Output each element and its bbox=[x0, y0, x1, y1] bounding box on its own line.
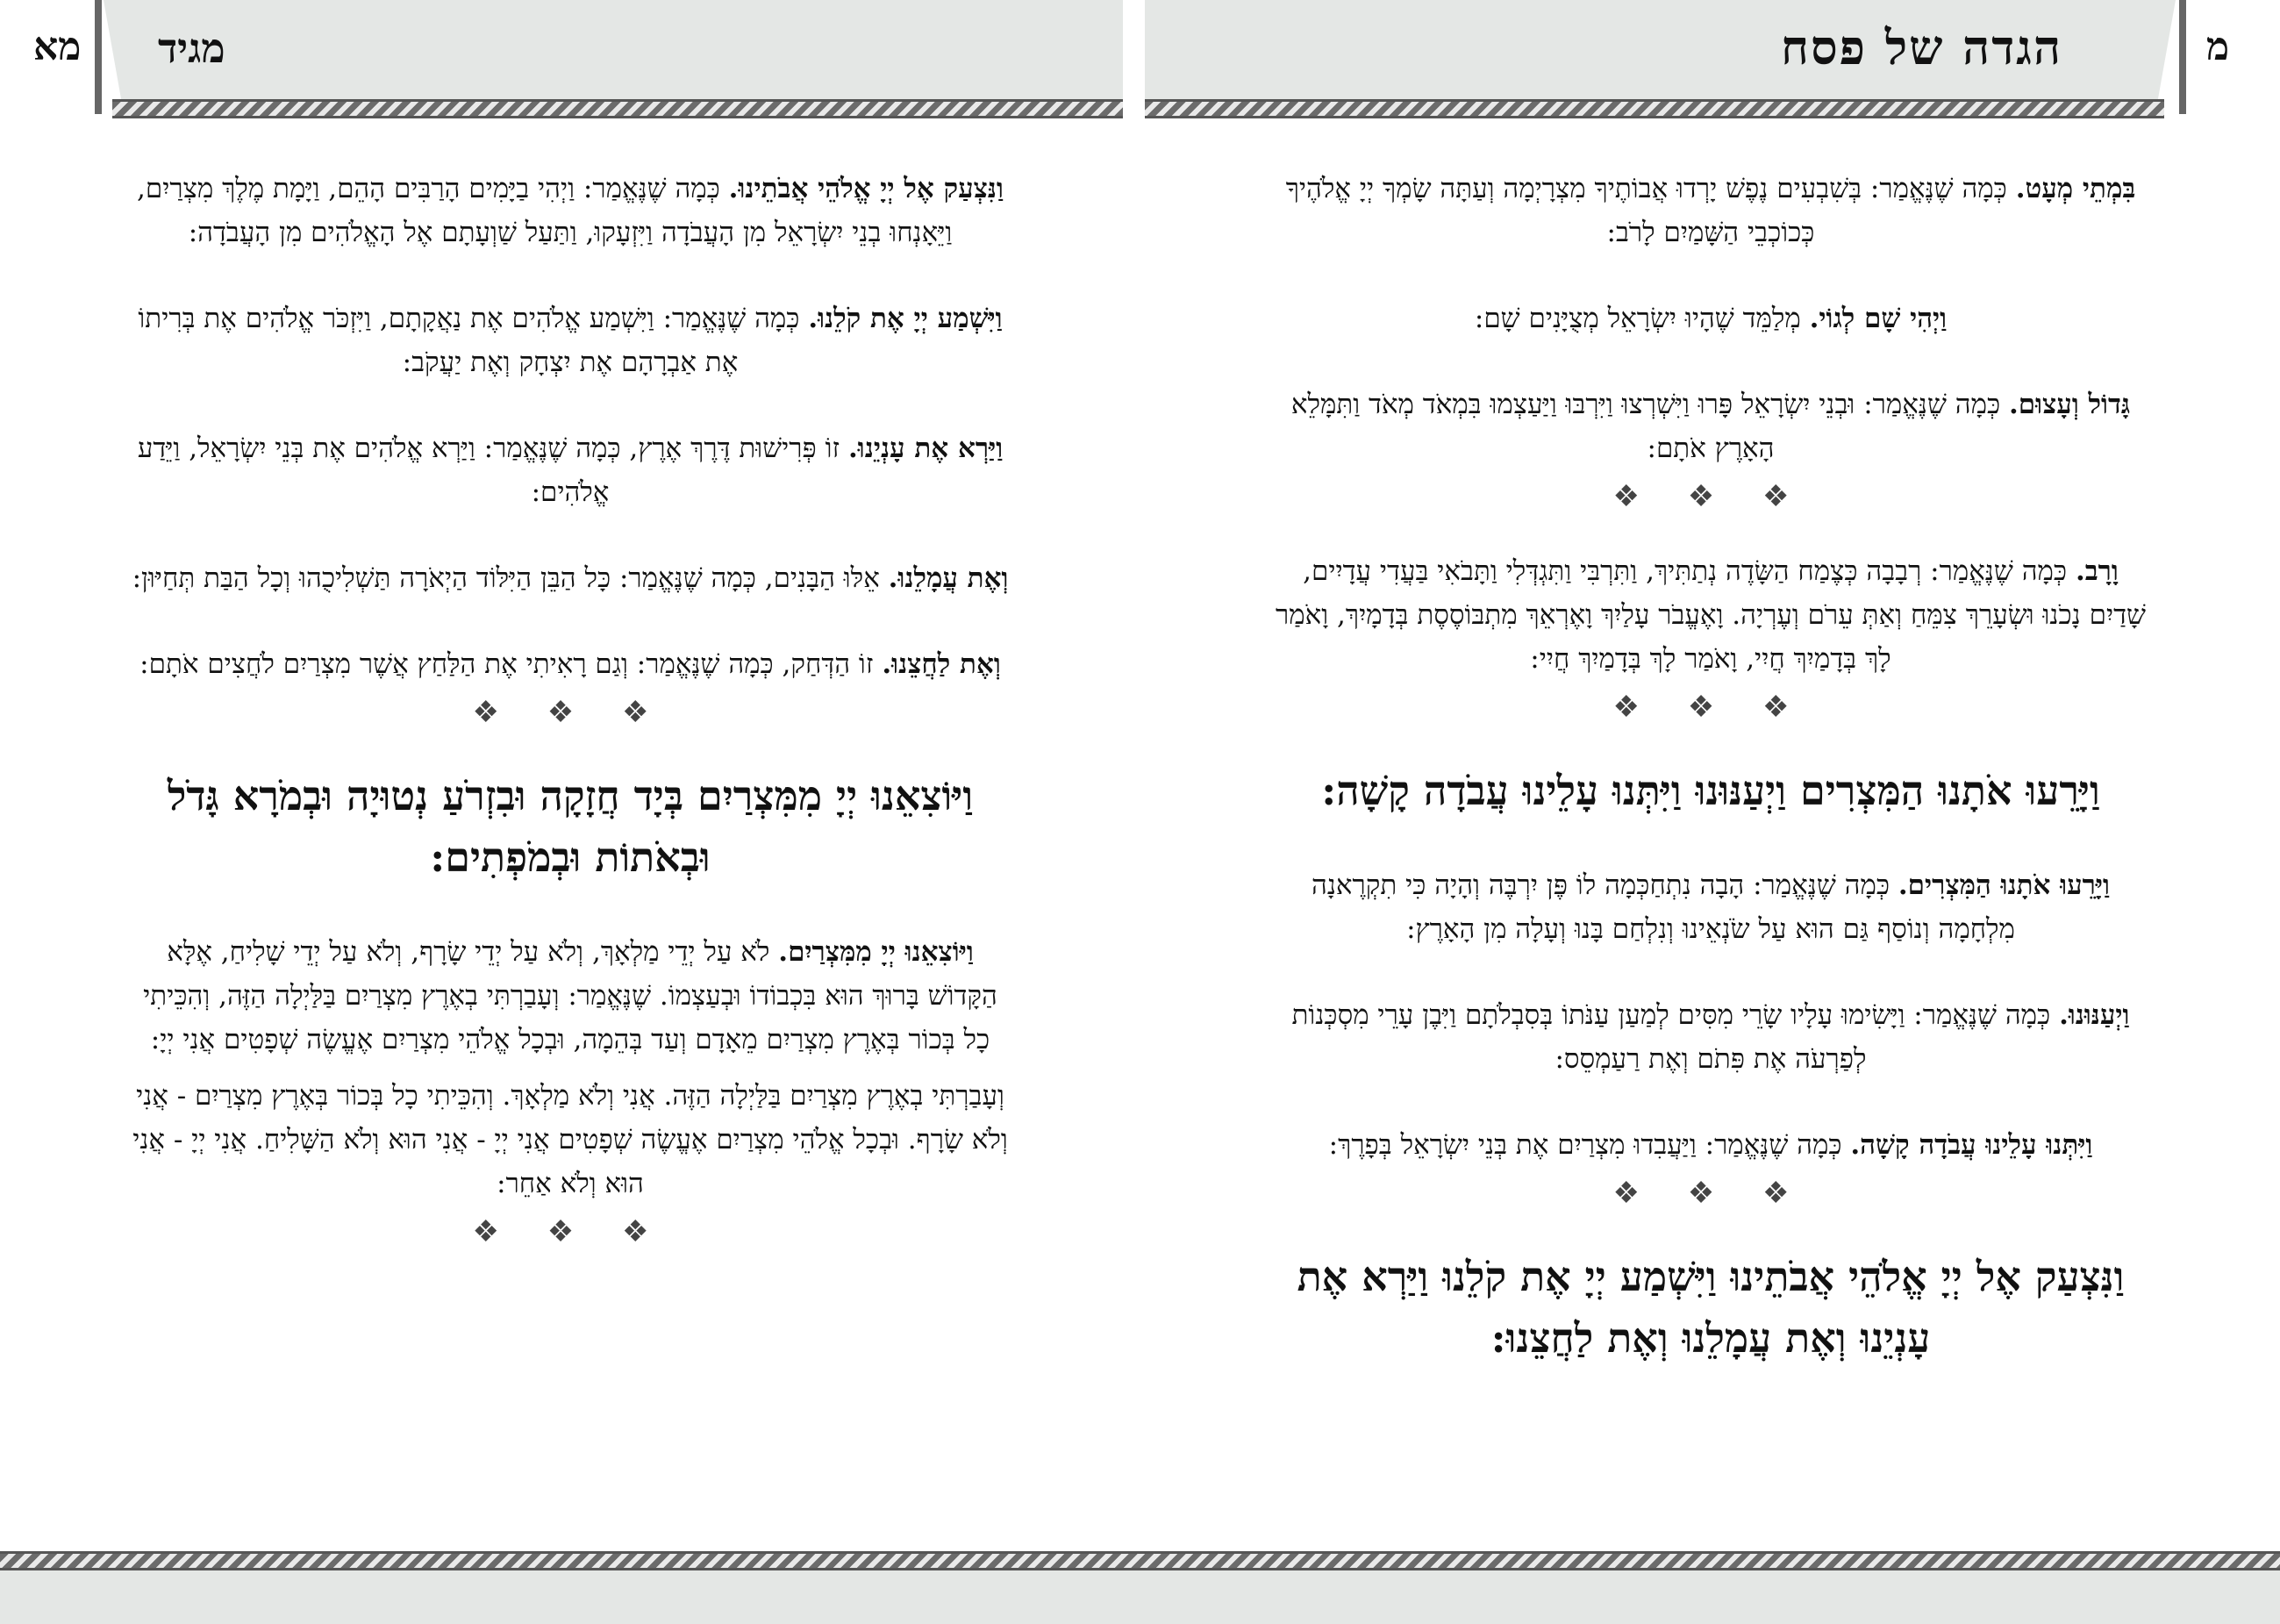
left-paragraph-7 bbox=[132, 1074, 1009, 1205]
paragraph-text: מְלַמֵּד שֶׁהָיוּ יִשְׂרָאֵל מְצֻיָּנִים שָׁם: bbox=[1474, 303, 1801, 334]
left-page-title: מגיד bbox=[158, 25, 225, 72]
paragraph-lead: וַיְהִי שָׁם לְגוֹי. bbox=[1809, 303, 1948, 334]
paragraph-lead: וַיְעַנּוּנוּ. bbox=[2059, 999, 2130, 1031]
paragraph-lead: וְאֶת עֲמָלֵנוּ. bbox=[888, 562, 1009, 594]
right-section-heading-2: וַנִּצְעַק אֶל יְיָ אֱלֹהֵי אֲבֹתֵינוּ וַיִּשְׁמַע יְיָ אֶת קֹלֵנוּ וַיַּרְא אֶת עָנְיֵנוּ וְאֶת עֲמָלֵנוּ וְאֶת לַחֲצֵנוּ: bbox=[1297, 1253, 2125, 1362]
ornament-divider-icon: ❖ ❖ ❖ bbox=[1612, 690, 1809, 725]
paragraph-text: זוֹ פְּרִישׁוּת דֶּרֶךְ אֶרֶץ, כְּמָה שֶׁנֶּאֱמַר: וַיַּרְא אֱלֹהִים אֶת בְּנֵי יִשְׂרָאֵל, וַיֵּדַע אֱלֹהִים: bbox=[137, 433, 840, 508]
right-paragraph-7 bbox=[1272, 1123, 2149, 1167]
left-column bbox=[132, 167, 1009, 1284]
right-paragraph-1 bbox=[1272, 167, 2149, 254]
left-paragraph-3 bbox=[132, 426, 1009, 514]
paragraph-lead: וַיָּרֵעוּ אֹתָנוּ הַמִּצְרִים. bbox=[1898, 869, 2110, 901]
paragraph-lead: וָרָב. bbox=[2075, 555, 2119, 587]
paragraph-lead: וַנִּצְעַק אֶל יְיָ אֱלֹהֵי אֲבֹתֵינוּ. bbox=[728, 173, 1004, 204]
right-banner-edge bbox=[2179, 0, 2186, 114]
footer-fill bbox=[0, 1570, 2280, 1624]
paragraph-text: כְּמָה שֶׁנֶּאֱמַר: וַיַּעֲבִדוּ מִצְרַיִם אֶת בְּנֵי יִשְׂרָאֵל בְּפָרֶךְ: bbox=[1328, 1129, 1842, 1161]
right-paragraph-5 bbox=[1272, 863, 2149, 951]
left-paragraph-5 bbox=[132, 642, 1009, 686]
left-paragraph-1 bbox=[132, 167, 1009, 254]
ornament-divider-icon: ❖ ❖ ❖ bbox=[1612, 1176, 1809, 1211]
paragraph-text: וְעָבַרְתִּי בְאֶרֶץ מִצְרַיִם בַּלַּיְלָה הַזֶּה. אֲנִי וְלֹא מַלְאָךְ. וְהִכֵּיתִי כָל בְּכוֹר בְּאֶרֶץ מִצְרַיִם - אֲנִי וְלֹא שָׂרָף. וּבְכָל אֱלֹהֵי מִצְרַיִם אֶעֱשֶׂה שְׁפָטִים אֲנִי יְיָ - אֲנִי הוּא וְלֹא הַשָּׁלִיחַ. אֲנִי יְיָ - אֲנִי הוּא וְלֹא אַחֵר: bbox=[132, 1080, 1008, 1199]
paragraph-lead: גָּדוֹל וְעָצוּם. bbox=[2008, 389, 2131, 420]
left-section-heading: וַיּוֹצִאֵנוּ יְיָ מִמִּצְרַיִם בְּיָד חֲזָקָה וּבִזְרֹעַ נְטוּיָה וּבְמֹרָא גָּדֹל וּבְאֹתוֹת וּבְמֹפְתִים: bbox=[167, 772, 974, 881]
right-paragraph-4 bbox=[1272, 549, 2149, 681]
left-header-band bbox=[112, 99, 1123, 118]
left-page-number: מא bbox=[33, 25, 82, 69]
paragraph-lead: וַיַּרְא אֶת עָנְיֵנוּ. bbox=[848, 433, 1004, 464]
left-paragraph-4 bbox=[132, 556, 1009, 600]
paragraph-lead: וַיּוֹצִאֵנוּ יְיָ מִמִּצְרַיִם. bbox=[778, 936, 974, 968]
paragraph-text: כְּמָה שֶׁנֶּאֱמַר: רְבָבָה כְּצֶמַח הַשָּׂדֶה נְתַתִּיךְ, וַתִּרְבִּי וַתִּגְדְּלִי וַתָּבֹאִי בַּעֲדִי עֲדָיִים, שָׁדַיִם נָכֹנוּ וּשְׂעָרֵךְ צִמֵּחַ וְאַתְּ עֵרֹם וְעֶרְיָה. וָאֶעֱבֹר עָלַיִךְ וָאֶרְאֵךְ מִתְבּוֹסֶסֶת בְּדָמָיִךְ, וָאֹמַר לָךְ בְּדָמַיִךְ חֲיִי, וָאֹמַר לָךְ בְּדָמַיִךְ חֲיִי: bbox=[1276, 555, 2146, 675]
paragraph-lead: וְאֶת לַחֲצֵנוּ. bbox=[882, 648, 1001, 680]
paragraph-text: כְּמָה שֶׁנֶּאֱמַר: בְּשִׁבְעִים נֶפֶשׁ יָרְדוּ אֲבוֹתֶיךָ מִצְרָיְמָה וְעַתָּה שָׂמְךָ יְיָ אֱלֹהֶיךָ כְּכוֹכְבֵי הַשָּׁמַיִם לָרֹב: bbox=[1285, 173, 2007, 248]
ornament-divider-icon: ❖ ❖ ❖ bbox=[472, 695, 668, 730]
paragraph-lead: וַיִּתְּנוּ עָלֵינוּ עֲבֹדָה קָשָׁה. bbox=[1850, 1129, 2093, 1161]
right-paragraph-3 bbox=[1272, 383, 2149, 470]
left-banner-edge bbox=[95, 0, 102, 114]
paragraph-text: כְּמָה שֶׁנֶּאֱמַר: וַיָּשִׂימוּ עָלָיו שָׂרֵי מִסִּים לְמַעַן עַנֹּתוֹ בְּסִבְלֹתָם וַיִּבֶן עָרֵי מִסְכְּנוֹת לְפַרְעֹה אֶת פִּתֹם וְאֶת רַעַמְסֵס: bbox=[1291, 999, 2051, 1075]
paragraph-text: כְּמָה שֶׁנֶּאֱמַר: וַיִּשְׁמַע אֱלֹהִים אֶת נַאֲקָתָם, וַיִּזְכֹּר אֱלֹהִים אֶת בְּרִיתוֹ אֶת אַבְרָהָם אֶת יִצְחָק וְאֶת יַעֲקֹב: bbox=[138, 303, 800, 378]
footer-band bbox=[0, 1551, 2280, 1570]
left-paragraph-2 bbox=[132, 297, 1009, 384]
paragraph-text: אֵלּוּ הַבָּנִים, כְּמָה שֶׁנֶּאֱמַר: כָּל הַבֵּן הַיִּלּוֹד הַיְאֹרָה תַּשְׁלִיכֻהוּ וְכָל הַבַּת תְּחַיּוּן: bbox=[132, 562, 880, 594]
ornament-divider-icon: ❖ ❖ ❖ bbox=[1612, 479, 1809, 514]
paragraph-text: כְּמָה שֶׁנֶּאֱמַר: הָבָה נִתְחַכְּמָה לוֹ פֶּן יִרְבֶּה וְהָיָה כִּי תִקְרֶאנָה מִלְחָמָה וְנוֹסַף גַּם הוּא עַל שֹׂנְאֵינוּ וְנִלְחַם בָּנוּ וְעָלָה מִן הָאָרֶץ: bbox=[1312, 869, 2015, 945]
right-page-number: מ bbox=[2206, 25, 2230, 69]
right-column bbox=[1272, 167, 2149, 1411]
paragraph-text: כְּמָה שֶׁנֶּאֱמַר: וּבְנֵי יִשְׂרָאֵל פָּרוּ וַיִּשְׁרְצוּ וַיִּרְבּוּ וַיַּעַצְמוּ בִּמְאֹד מְאֹד וַתִּמָּלֵא הָאָרֶץ אֹתָם: bbox=[1290, 389, 2001, 464]
paragraph-text: כְּמָה שֶׁנֶּאֱמַר: וַיְהִי בַיָּמִים הָרַבִּים הָהֵם, וַיָּמָת מֶלֶךְ מִצְרַיִם, וַיֵּאָנְחוּ בְנֵי יִשְׂרָאֵל מִן הָעֲבֹדָה וַיִּזְעָקוּ, וַתַּעַל שַׁוְעָתָם אֶל הָאֱלֹהִים מִן הָעֲבֹדָה: bbox=[137, 173, 953, 248]
paragraph-lead: בִּמְתֵי מְעָט. bbox=[2015, 173, 2136, 204]
right-paragraph-2 bbox=[1272, 297, 2149, 340]
left-paragraph-6 bbox=[132, 930, 1009, 1062]
right-header-band bbox=[1145, 99, 2164, 118]
paragraph-text: זוֹ הַדְּחַק, כְּמָה שֶׁנֶּאֱמַר: וְגַם רָאִיתִי אֶת הַלַּחַץ אֲשֶׁר מִצְרַיִם לֹחֲצִים אֹתָם: bbox=[139, 648, 874, 680]
right-page-title: הגדה של פסח bbox=[1781, 19, 2063, 75]
paragraph-text: לֹא עַל יְדֵי מַלְאָךְ, וְלֹא עַל יְדֵי שָׂרָף, וְלֹא עַל יְדֵי שָׁלִיחַ, אֶלָּא הַקָּדוֹשׁ בָּרוּךְ הוּא בִּכְבוֹדוֹ וּבְעַצְמוֹ. שֶׁנֶּאֱמַר: וְעָבַרְתִּי בְאֶרֶץ מִצְרַיִם בַּלַּיְלָה הַזֶּה, וְהִכֵּיתִי כָל בְּכוֹר בְּאֶרֶץ מִצְרַיִם מֵאָדָם וְעַד בְּהֵמָה, וּבְכָל אֱלֹהֵי מִצְרַיִם אֶעֱשֶׂה שְׁפָטִים אֲנִי יְיָ: bbox=[143, 936, 997, 1055]
right-paragraph-6 bbox=[1272, 993, 2149, 1081]
ornament-divider-icon: ❖ ❖ ❖ bbox=[472, 1214, 668, 1249]
right-section-heading-1: וַיָּרֵעוּ אֹתָנוּ הַמִּצְרִים וַיְעַנּוּנוּ וַיִּתְּנוּ עָלֵינוּ עֲבֹדָה קָשָׁה: bbox=[1321, 767, 2100, 814]
paragraph-lead: וַיִּשְׁמַע יְיָ אֶת קֹלֵנוּ. bbox=[808, 303, 1003, 334]
